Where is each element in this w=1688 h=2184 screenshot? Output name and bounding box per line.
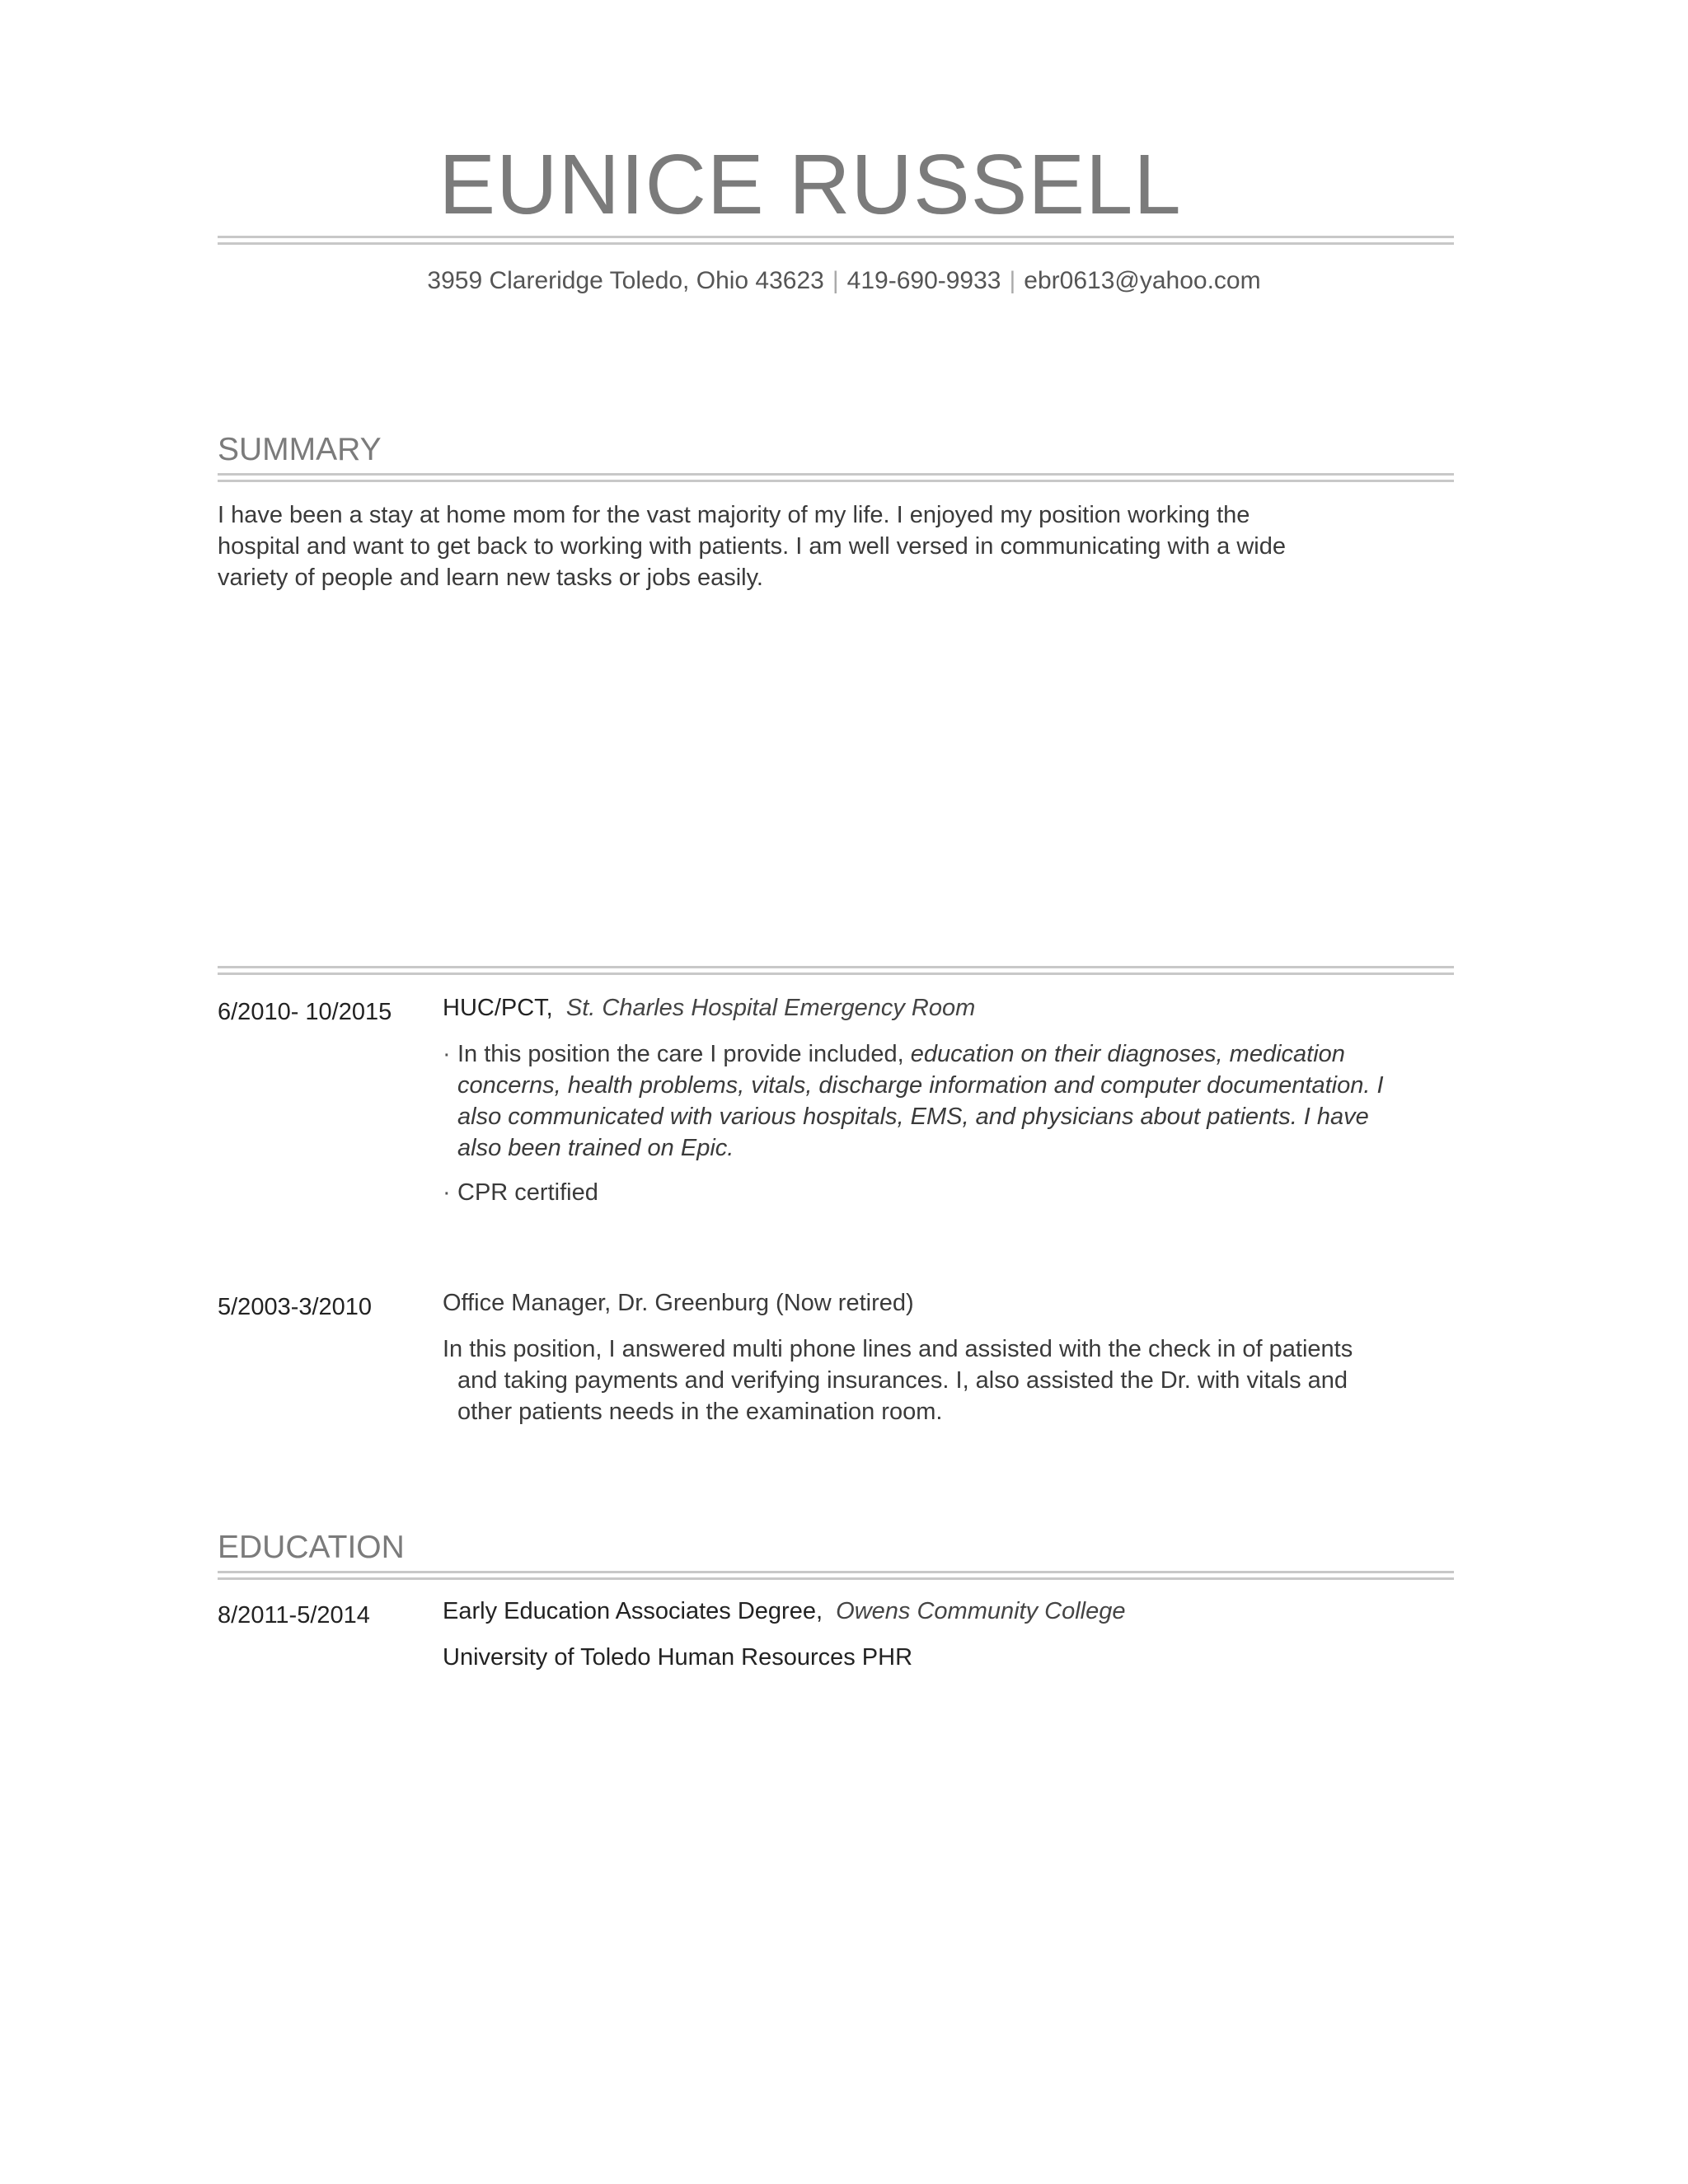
resume-name: EUNICE RUSSELL: [438, 137, 1182, 232]
job-employer: St. Charles Hospital Emergency Room: [565, 995, 976, 1021]
school: Owens Community College: [836, 1598, 1126, 1624]
job-description: In this position, I answered multi phone lines and assisted with the check in of patients and taking payments and verifying insurances. I, also assisted the Dr. with vitals and other patients needs in the examination room.: [443, 1336, 1353, 1425]
summary-text: I have been a stay at home mom for the vast majority of my life. I enjoyed my position working the hospital and want to get back to working with patients. I am well versed in communicating with a wide variety of people and learn new tasks or jobs easily.: [218, 502, 1286, 591]
experience-divider: [218, 966, 1454, 975]
phone: 419-690-9933: [846, 267, 1001, 294]
contact-line: [0, 267, 1688, 295]
job-dates: 6/2010- 10/2015: [218, 999, 392, 1025]
bullet-dot: ·: [443, 1179, 451, 1206]
job-title: HUC/PCT,: [443, 995, 553, 1021]
other-education: University of Toledo Human Resources PHR: [443, 1644, 913, 1671]
job-entry: [443, 1287, 1390, 1427]
job-dates: 5/2003-3/2010: [218, 1294, 373, 1320]
bullet-dot: ·: [443, 1041, 451, 1067]
education-entry: [443, 1596, 1390, 1673]
header-divider: [218, 236, 1454, 245]
education-heading: EDUCATION: [218, 1530, 405, 1565]
degree-line: [443, 1596, 1390, 1627]
summary-heading: SUMMARY: [218, 432, 382, 467]
bullet-text: CPR certified: [457, 1179, 598, 1206]
summary-divider: [218, 473, 1454, 482]
bullet-text: In this position the care I provide included,: [457, 1041, 911, 1067]
separator: |: [1009, 267, 1016, 294]
education-dates: 8/2011-5/2014: [218, 1602, 370, 1629]
job-title-line: [443, 992, 1390, 1024]
separator: |: [832, 267, 839, 294]
bullet-text-italic: education on their diagnoses, medication concerns, health problems, vitals, discharge information and computer documentation. I also communicated with various hospitals, EMS, and physicians about patients. I have also been trained on Epic.: [457, 1041, 1384, 1161]
education-divider: [218, 1571, 1454, 1580]
job-bullet: [443, 1177, 1390, 1208]
job-bullet: [443, 1038, 1390, 1164]
job-title: Office Manager, Dr. Greenburg (Now retired): [443, 1290, 914, 1316]
job-entry: [443, 992, 1390, 1208]
degree: Early Education Associates Degree,: [443, 1598, 823, 1624]
email: ebr0613@yahoo.com: [1024, 267, 1261, 294]
address: 3959 Clareridge Toledo, Ohio 43623: [427, 267, 824, 294]
